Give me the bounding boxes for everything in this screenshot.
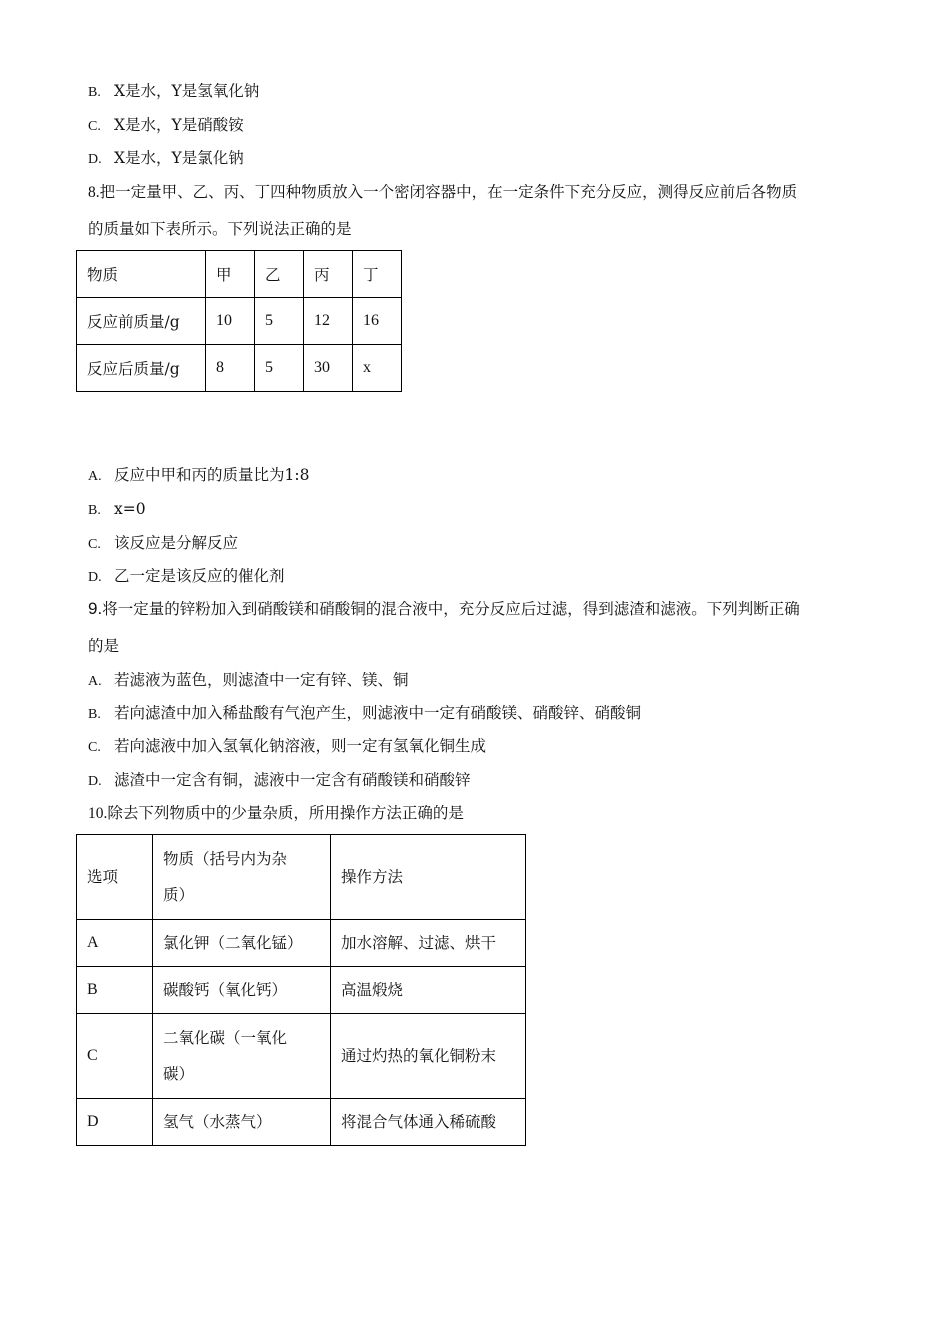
table-cell: C xyxy=(77,1014,153,1099)
question-text: 把一定量甲、乙、丙、丁四种物质放入一个密闭容器中，在一定条件下充分反应，测得反应前后各物质 xyxy=(99,183,798,201)
q8-option-a xyxy=(88,465,309,487)
table-cell: 通过灼热的氧化铜粉末 xyxy=(331,1014,526,1099)
table-header-row xyxy=(77,251,402,298)
table-cell: 乙 xyxy=(255,251,304,298)
table-cell: 10 xyxy=(206,298,255,345)
option-text: X是水，Y是氯化钠 xyxy=(114,149,244,167)
q9-option-b xyxy=(88,703,641,725)
option-letter: B. xyxy=(88,707,101,722)
table-cell: 反应后质量/g xyxy=(77,345,206,392)
table-row xyxy=(77,345,402,392)
q7-option-b xyxy=(88,81,259,103)
q8-mass-table xyxy=(76,250,402,392)
option-text: 滤渣中一定含有铜，滤液中一定含有硝酸镁和硝酸锌 xyxy=(114,771,471,789)
option-letter: D. xyxy=(88,570,102,585)
cell-line: 物质（括号内为杂 xyxy=(163,850,288,868)
q7-option-c xyxy=(88,115,244,137)
q8-option-c xyxy=(88,533,238,555)
table-cell xyxy=(153,835,331,920)
option-text: x=0 xyxy=(114,500,146,518)
table-cell: 反应前质量/g xyxy=(77,298,206,345)
option-text: X是水，Y是硝酸铵 xyxy=(114,116,244,134)
table-row xyxy=(77,298,402,345)
cell-line: 二氧化碳（一氧化 xyxy=(163,1029,288,1047)
table-cell: 12 xyxy=(304,298,353,345)
table-cell xyxy=(153,1014,331,1099)
table-row xyxy=(77,1014,526,1099)
q9-option-a xyxy=(88,670,409,692)
table-cell: 将混合气体通入稀硫酸 xyxy=(331,1099,526,1146)
q9-option-c xyxy=(88,736,486,758)
q8-option-d xyxy=(88,566,285,588)
question-number: 9. xyxy=(88,599,103,618)
table-cell: 30 xyxy=(304,345,353,392)
table-cell: 加水溶解、过滤、烘干 xyxy=(331,920,526,967)
table-header-row xyxy=(77,835,526,920)
table-cell: A xyxy=(77,920,153,967)
table-cell: 选项 xyxy=(77,835,153,920)
option-letter: A. xyxy=(88,469,102,484)
table-cell: 16 xyxy=(353,298,402,345)
option-letter: D. xyxy=(88,774,102,789)
table-cell: 氢气（水蒸气） xyxy=(153,1099,331,1146)
option-letter: D. xyxy=(88,152,102,167)
table-cell: 丁 xyxy=(353,251,402,298)
option-letter: B. xyxy=(88,85,101,100)
cell-line: 质） xyxy=(163,886,195,904)
table-row xyxy=(77,967,526,1014)
option-text: 乙一定是该反应的催化剂 xyxy=(114,567,285,585)
table-cell: 丙 xyxy=(304,251,353,298)
option-letter: B. xyxy=(88,503,101,518)
q8-option-b xyxy=(88,499,146,521)
cell-line: 碳） xyxy=(163,1065,195,1083)
table-cell: 操作方法 xyxy=(331,835,526,920)
option-letter: C. xyxy=(88,119,101,134)
question-text: 将一定量的锌粉加入到硝酸镁和硝酸铜的混合液中，充分反应后过滤，得到滤渣和滤液。下列判断正确 xyxy=(102,600,800,618)
table-cell: 8 xyxy=(206,345,255,392)
option-text: 该反应是分解反应 xyxy=(114,534,239,552)
q9-option-d xyxy=(88,770,471,792)
table-cell: B xyxy=(77,967,153,1014)
table-cell: 氯化钾（二氧化锰） xyxy=(153,920,331,967)
option-letter: C. xyxy=(88,537,101,552)
option-text: 若滤液为蓝色，则滤渣中一定有锌、镁、铜 xyxy=(114,671,409,689)
table-cell: 甲 xyxy=(206,251,255,298)
table-row xyxy=(77,920,526,967)
table-cell: 碳酸钙（氧化钙） xyxy=(153,967,331,1014)
table-cell: x xyxy=(353,345,402,392)
option-letter: C. xyxy=(88,740,101,755)
option-text: 若向滤液中加入氢氧化钠溶液，则一定有氢氧化铜生成 xyxy=(114,737,487,755)
q7-option-d xyxy=(88,148,244,170)
q9-stem-line1 xyxy=(88,599,800,619)
question-number: 10. xyxy=(88,805,108,822)
table-cell: 5 xyxy=(255,298,304,345)
question-text: 除去下列物质中的少量杂质，所用操作方法正确的是 xyxy=(107,804,464,822)
table-cell: 5 xyxy=(255,345,304,392)
q8-stem-line2: 的质量如下表所示。下列说法正确的是 xyxy=(88,220,352,238)
question-number: 8. xyxy=(88,184,100,201)
q9-stem-line2: 的是 xyxy=(88,637,120,655)
table-row xyxy=(77,1099,526,1146)
option-letter: A. xyxy=(88,674,102,689)
table-cell: 高温煅烧 xyxy=(331,967,526,1014)
option-text: X是水，Y是氢氧化钠 xyxy=(114,82,260,100)
table-cell: 物质 xyxy=(77,251,206,298)
q8-stem-line1 xyxy=(88,182,797,203)
option-text: 若向滤渣中加入稀盐酸有气泡产生，则滤液中一定有硝酸镁、硝酸锌、硝酸铜 xyxy=(114,704,642,722)
table-cell: D xyxy=(77,1099,153,1146)
q10-options-table xyxy=(76,834,526,1146)
option-text: 反应中甲和丙的质量比为1:8 xyxy=(114,466,310,484)
q10-stem xyxy=(88,803,464,824)
